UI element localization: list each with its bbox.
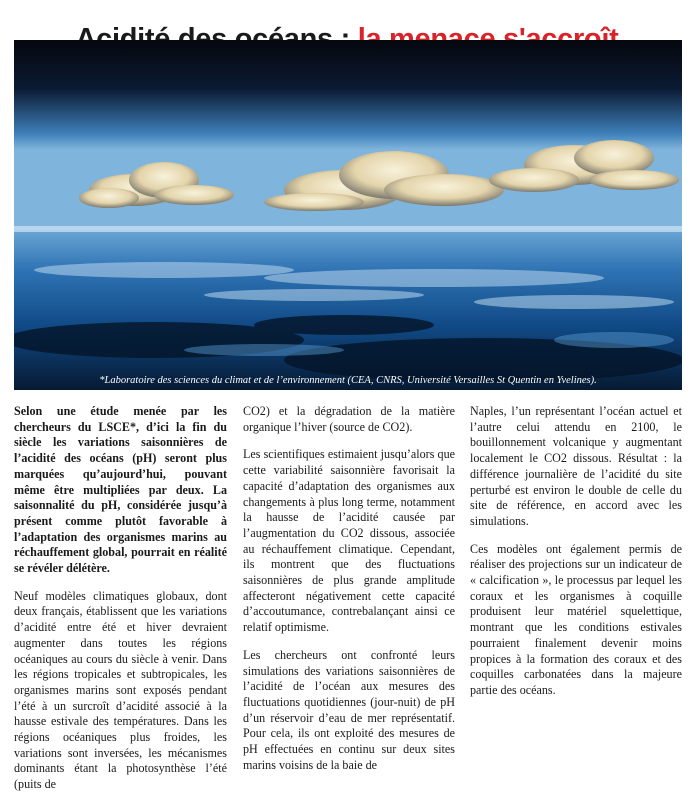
- paragraph: CO2) et la dégradation de la matière organique l’hiver (source de CO2).: [243, 404, 455, 434]
- text-column-3: [470, 404, 682, 711]
- paragraph: Neuf modèles climatiques globaux, dont deux français, établissent que les variations d’acidité entre été et hiver devraient augmenter dans toutes les régions océaniques au cours du siècle à venir. Dans les régions tropicales et subtropicales, les organismes marins sont exposés pendant l’été à un surcroît d’acidité associé à la hausse estivale des températures. Dans les régions océaniques plus froides, les variations sont inversées, les mécanismes dominants étant la photosynthèse l’été (puits de: [14, 588, 227, 792]
- text-column-2: [243, 404, 455, 785]
- ocean-photo: [14, 40, 682, 390]
- text-column-1: [14, 404, 227, 805]
- paragraph: Ces modèles ont également permis de réaliser des projections sur un indicateur de « calcification », le processus par lequel les coraux et les organismes à coquille produisent leur matériel squelettique, montrant que les conditions estivales pourraient finalement devenir moins propices à la formation des coraux et des coquilles carbonatées dans la majeure partie des océans.: [470, 541, 682, 697]
- lead-paragraph: Selon une étude menée par les chercheurs du LSCE*, d’ici la fin du siècle les variations saisonnières de l’acidité des océans (pH) seront plus marquées qu’aujourd’hui, pouvant même être multipliées par deux. La saisonnalité du pH, considérée jusqu’à présent comme plutôt favorable à l’adaptation des organismes marins au réchauffement global, pourrait en réalité se révéler délétère.: [14, 404, 227, 576]
- ocean-sky-image: [14, 40, 682, 390]
- paragraph: Naples, l’un représentant l’océan actuel et l’autre celui attendu en 2100, le bouillonnement volcanique y augmentant localement le CO2 dissous. Résultat : la différence journalière de l’acidité du site perturbé est environ le double de celle du site de référence, en accord avec les simulations.: [470, 404, 682, 528]
- paragraph: Les scientifiques estimaient jusqu’alors que cette variabilité saisonnière favorisait la capacité d’adaptation des organismes aux changements à plus long terme, notamment la hausse de l’acidité causée par l’augmentation du CO2 dissous, associée au réchauffement climatique. Cependant, ils montrent que des fluctuations saisonnières de plus grande amplitude affecteront négativement cette capacité d’accoutumance, contrebalançant ainsi ce relatif optimisme.: [243, 447, 455, 635]
- photo-caption: *Laboratoire des sciences du climat et de l’environnement (CEA, CNRS, Université Versailles St Quentin en Yvelines).: [99, 375, 597, 386]
- paragraph: Les chercheurs ont confronté leurs simulations des variations saisonnières de l’acidité de l’océan aux mesures des fluctuations quotidiennes (jour-nuit) de pH d’un réservoir d’eau de mer représentatif. Pour cela, ils ont exploité des mesures de pH effectuées en continu sur deux sites marins voisins de la baie de: [243, 647, 455, 772]
